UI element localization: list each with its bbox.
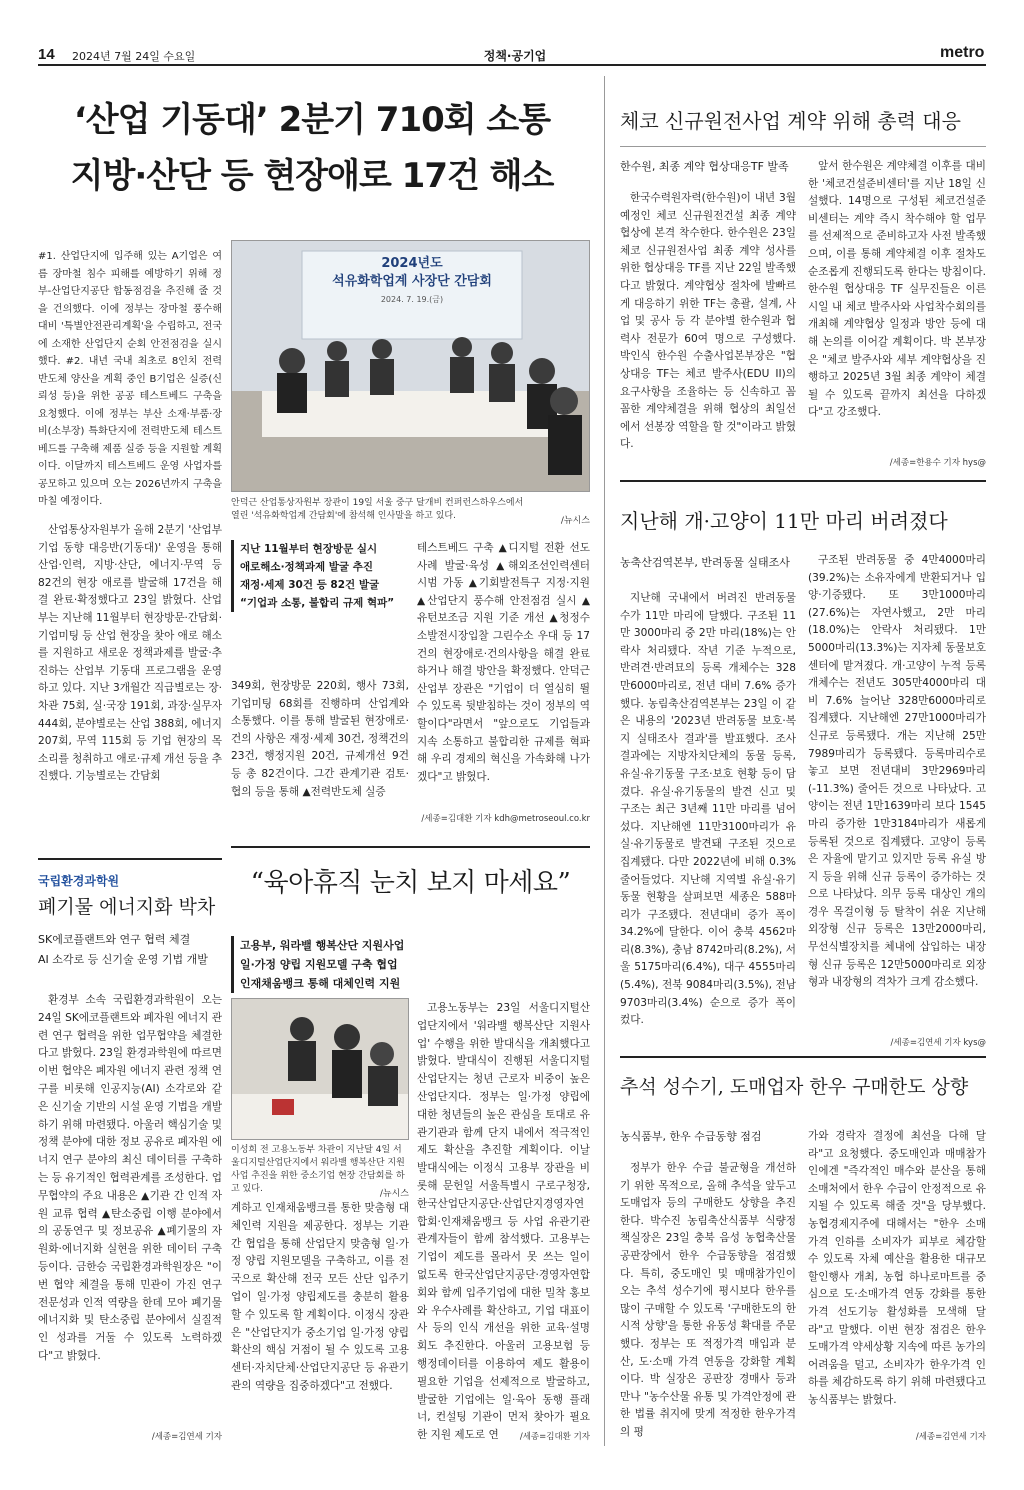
main-headline-line2: 지방·산단 등 현장애로 17건 해소 [70,156,554,196]
page-number: 14 [38,46,55,63]
main-byline: /세종=김대환 기자 kdh@metroseoul.co.kr [421,814,590,824]
waste-byline: /세종=김연세 기자 [151,1432,222,1442]
hanwoo-body-col2: 가와 경락자 결정에 최선을 다해 달라"고 요청했다. 중도매인과 매매참가인에겐 "즉각적인 매수와 분산을 통해 소매처에서 한우 수급이 안정적으로 유지될 수 있도록 해줄 것"을 당부했다. 농협경제지주에 대해서는 "한우 소매가격 인하를 소비자가 피부로 체감할 수 있도록 자체 예산을 활용한 대규모 할인행사 개최, 농협 하나로마트를 중심으로 도·소매가격 연동 강화를 통한 가격 선도기능 활성화를 모색해 달라"고 말했다. 이번 현장 점검은 한우 도매가격 약세상황 지속에 따른 농가의 어려움을 덜고, 소비자가 한우가격 인하를 체감하도록 하기 위해 마련됐다고 농식품부는 밝혔다. [808,1130,986,1406]
photo-caption: 안덕근 산업통상자원부 장관이 19일 서울 중구 달개비 컨퍼런스하우스에서 열린 '석유화학업계 간담회'에 참석해 인사말을 하고 있다. [231,498,524,521]
banner-date: 2024. 7. 19.(금) [380,295,444,304]
column-divider [604,76,605,1446]
pets-headline: 지난해 개·고양이 11만 마리 버려졌다 [620,509,948,533]
pets-subhead: 농축산검역본부, 반려동물 실태조사 [620,556,790,569]
parental-photo-credit: /뉴시스 [379,1189,409,1199]
banner-title: 석유화학업계 사장단 간담회 [332,274,492,289]
metro-logo: metro [940,44,985,61]
pets-rule [620,480,986,482]
parental-sub-1: 고용부, 워라밸 행복산단 지원사업 [240,939,405,952]
waste-body: 환경부 소속 국립환경과학원이 오는 24일 SK에코플랜트와 폐자원 에너지 관련 연구 협력을 위한 업무협약을 체결한다고 밝혔다. 23일 환경과학원에 따르면 이번 협약은 폐자원 에너지 관련 정책 연구를 비롯해 인공지능(AI) 소각로와 같은 신기술 기반의 시설 운영 기법을 개발하기 위해 마련됐다. 아울러 핵심기술 및 정책 분야에 대한 정보 공유로 폐자원 에너지 연구 분야의 최신 데이터를 구축하는 등 유기적인 협력관계를 조성한다. 업무협약의 주요 내용은 ▲기관 간 인적 자원 교류 협력 ▲탄소중립 이행 분야에서의 공동연구 및 정보공유 ▲폐기물의 자원화·에너지화 실현을 위한 데이터 구축 등이다. 금한승 국립환경과학원장은 "이번 협약 체결을 통해 민관이 가진 연구 전문성과 인적 역량을 한데 모아 폐기물 에너지화 및 탄소중립 분야에서 실질적인 성과를 거둘 수 있도록 노력하겠다"고 밝혔다. [38,994,222,1362]
header-rule [38,64,986,66]
main-headline-line1: ‘산업 기동대’ 2분기 710회 소통 [73,100,551,140]
nuclear-byline: /세종=한용수 기자 hys@ [889,458,986,468]
waste-deck [38,930,222,970]
parental-photo-caption: 이성희 전 고용노동부 차관이 지난달 4일 서울디지털산업단지에서 워라밸 행복산단 지원사업 추진을 위한 중소기업 현장 간담회를 하고 있다. [231,1145,405,1194]
hanwoo-rule [620,1056,986,1058]
parental-subheads [231,936,411,993]
hanwoo-byline: /세종=김연세 기자 [915,1432,986,1442]
waste-deck-2: AI 소각로 등 신기술 운영 기법 개발 [38,953,208,966]
waste-headline: 폐기물 에너지화 박차 [38,896,216,918]
main-body-col3: 테스트베드 구축 ▲디지털 전환 선도사례 발굴·육성 ▲해외조선인력센터 시범 가동 ▲기회발전특구 지정·지원 ▲산업단지 풍수해 안전점검 실시 ▲유턴보조금 지원 기준 개선 ▲청정수소발전시장입찰 그린수소 우대 등 17건의 현장애로·건의사항을 해결 완료하거나 해결 방안을 확정했다. 안덕근 산업부 장관은 "기업이 더 열심히 뛸 수 있도록 뒷받침하는 것이 정부의 역할이다"라면서 "앞으로도 기업들과 지속 소통하고 불합리한 규제를 혁파해 우리 경제의 혁신을 가속화해 나가겠다"고 밝혔다. [417,542,590,783]
parental-headline: “육아휴직 눈치 보지 마세요” [250,868,571,898]
subhead-4: “기업과 소통, 불합리 규제 혁파” [240,597,395,609]
main-subheads [231,540,411,612]
section-title: 정책·공기업 [483,49,547,63]
meeting-photo [231,240,590,492]
nuclear-body-col2: 앞서 한수원은 계약체결 이후를 대비한 '체코건설준비센터'를 지난 18일 신설했다. 14명으로 구성된 체코건설준비센터는 계약 즉시 착수해야 할 업무를 선제적으로 준비하고자 사전 발족했으며, 이를 통해 계약체결 이후 절차도 순조롭게 진행되도록 한다는 방침이다. 한수원 협상대응 TF 실무진들은 이른 시일 내 체코 발주사와 사업착수회의를 개최해 계약협상 일정과 방안 등에 대해 논의를 이어갈 계획이다. 박 본부장은 "체코 발주사와 세부 계약협상을 진행하고 2025년 3월 최종 계약이 체결될 수 있도록 끝까지 최선을 다하겠다"고 강조했다. [808,160,986,419]
parental-photo [231,998,409,1140]
parental-body-right: 고용노동부는 23일 서울디지털산업단지에서 '워라밸 행복산단 지원사업' 수행을 위한 발대식을 개최했다고 밝혔다. 발대식이 진행된 서울디지털산업단지는 청년 근로자 비중이 높은 산업단지다. 정부는 일·가정 양립에 대한 청년들의 높은 관심을 토대로 유관기관과 함께 단지 내에서 적극적인 제도 확산을 추진할 계획이다. 이날 발대식에는 이정식 고용부 장관을 비롯해 문헌일 서울특별시 구로구청장, 한국산업단지공단·산업단지경영자연합회·인재채움뱅크 등 사업 유관기관 관계자들이 함께 참석했다. 고용부는 기업이 제도를 몰라서 못 쓰는 일이 없도록 한국산업단지공단·경영자연합회와 함께 입주기업에 대한 밀착 홍보와 우수사례를 확산하고, 기업 대표이사 등의 인식 개선을 위한 교육·설명회도 추진한다. 아울러 고용보험 등 행정데이터를 이용하여 제도 활용이 필요한 기업을 선제적으로 발굴하고, 발굴한 기업에는 일·육아 동행 플래너, 컨설팅 기관이 먼저 찾아가 필요한 지원 제도로 연 [417,1002,590,1442]
parental-sub-2: 일·가정 양립 지원모델 구축 협업 [240,958,398,971]
parental-byline: /세종=김대환 기자 [519,1432,590,1442]
pets-body-col2: 구조된 반려동물 중 4만4000마리(39.2%)는 소유자에게 반환되거나 입양·기증됐다. 또 3만1000마리(27.6%)는 자연사했고, 2만 마리(18.0%)는 안락사 처리됐다. 1만5000마리(13.3%)는 지자체 동물보호센터에 맡겨졌다. 개·고양이 누적 등록 개체수는 전년도 305만4000마리 대비 7.6% 늘어난 328만6000마리로 집계됐다. 지난해엔 27만1000마리가 신규로 등록됐다. 개는 지난해 25만7989마리가 등록됐다. 등록마리수로 놓고 보면 전년대비 3만2969마리(-11.3%) 줄어든 것으로 나타났다. 고양이는 전년 1만1639마리 보다 1545마리 증가한 1만3184마리가 새롭게 등록된 것으로 집계됐다. 고양이 등록은 자율에 맡기고 있지만 등록 유실 방지 등을 위해 신규 등록이 증가하는 것으로 나타났다. 의무 등록 대상인 개의 경우 목걸이형 등 탈착이 쉬운 지난해 외장형 신규 등록은 13만2000마리, 무선식별장치를 체내에 삽입하는 내장형 신규 등록은 12만5000마리로 외장형과 내장형의 격차가 크게 감소했다. [808,554,986,989]
banner-year: 2024년도 [381,256,443,271]
pets-body-col1: 지난해 국내에서 버려진 반려동물 수가 11만 마리에 달했다. 구조된 11만 3000마리 중 2만 마리(18%)는 안락사 처리됐다. 작년 기준 누적으로, 반려견·반려묘의 등록 개체수는 328만6000마리로, 전년 대비 7.6% 증가했다. 농림축산검역본부는 23일 이 같은 내용의 '2023년 반려동물 보호·복지 실태조사 결과'를 발표했다. 조사 결과에는 지방자치단체의 동물 등록, 유실·유기동물 구조·보호 현황 등이 담겼다. 유실·유기동물의 발견 신고 및 구조는 최근 3년째 11만 마리를 넘어섰다. 지난해엔 11만3100마리가 유실·유기동물로 발견돼 구조된 것으로 집계됐다. 다만 2022년에 비해 0.3% 줄어들었다. 지난해 지역별 유실·유기동물 현황을 살펴보면 세종은 588마리가 구조됐다. 전년대비 증가 폭이 34.2%에 달한다. 이어 충북 4562마리(8.3%), 충남 8742마리(8.2%), 서울 5175마리(6.4%), 대구 4555마리(5.4%), 전북 9084마리(3.5%), 전남 9703마리(3.4%) 순으로 증가 폭이 컸다. [620,592,796,1027]
waste-kicker: 국립환경과학원 [38,874,120,888]
waste-deck-1: SK에코플랜트와 연구 협력 체결 [38,933,191,946]
pets-byline: /세종=김연세 기자 kys@ [890,1038,986,1048]
parental-body-bottom: 계하고 인재채움뱅크를 통한 맞춤형 대체인력 지원을 제공한다. 정부는 기관 간 협업을 통해 산업단지 맞춤형 일·가정 양립 지원모델을 구축하고, 이를 전국으로 확산해 전국 모든 산단 입주기업이 일·가정 양립제도를 충분히 활용할 수 있도록 할 계획이다. 이정식 장관은 "산업단지가 중소기업 일·가정 양립 확산의 핵심 거점이 될 수 있도록 고용센터·자치단체·산업단지공단 등 유관기관의 역량을 집중하겠다"고 전했다. [231,1202,409,1392]
main-body-col1: 산업통상자원부가 올해 2분기 '산업부 기업 동향 대응반(기동대)' 운영을 통해 산업·인력, 지방·산단, 에너지·무역 등 82건의 현장 애로를 발굴해 17건을 해결 완료·확정했다고 23일 밝혔다. 산업부는 지난해 11월부터 현장방문·간담회·기업미팅 등 산업 현장을 찾아 애로 해소를 지원하고 새로운 정책과제를 발굴·추진하는 산업부 기동대 프로그램을 운영하고 있다. 지난 3개월간 직급별로는 장·차관 75회, 실·국장 191회, 과장·실무자 444회, 분야별로는 산업 388회, 에너지 207회, 무역 115회 등 기업 현장의 목소리를 청취하고 애로·규제 개선 등을 추진했다. 기능별로는 간담회 [38,524,222,783]
main-headline [38,92,586,204]
main-body-col2: 349회, 현장방문 220회, 행사 73회, 기업미팅 68회를 진행하며 산업계와 소통했다. 이를 통해 발굴된 현장애로·건의 사항은 재정·세제 30건, 정책건의 23건, 행정지원 20건, 규제개선 9건 등 총 82건이다. 그간 관계기관 검토·협의 등을 통해 ▲전력반도체 실증 [231,680,409,798]
hanwoo-subhead: 농식품부, 한우 수급동향 점검 [620,1130,762,1143]
parental-rule [231,846,590,848]
parental-sub-3: 인재채움뱅크 통해 대체인력 지원 [240,977,401,990]
lead-box: #1. 산업단지에 입주해 있는 A기업은 여름 장마철 침수 피해를 예방하기 위해 정부-산업단지공단 합동점검을 추진해 줄 것을 건의했다. 이에 정부는 장마철 풍수해 대비 '특별안전관리계획'을 수립하고, 전국에 소재한 산업단지 순회 안전점검을 실시했다. #2. 내년 국내 최초로 8인치 전력 반도체 양산을 계획 중인 B기업은 실증(신뢰성 등)을 위한 공공 테스트베드 구축을 요청했다. 이에 정부는 부산 소재·부품·장비(소부장) 특화단지에 전력반도체 테스트베드를 구축해 제품 실증 등을 지원할 계획이다. 이달까지 테스트베드 운영 사업자를 공모하고 있으며 오는 2026년까지 구축을 마칠 예정이다. [38,251,222,507]
waste-rule [38,858,222,860]
nuclear-subhead: 한수원, 최종 계약 협상대응TF 발족 [620,160,789,173]
issue-date: 2024년 7월 24일 수요일 [72,50,196,63]
parental-photo-illustration [232,999,409,1140]
nuclear-headline: 체코 신규원전사업 계약 위해 총력 대응 [620,109,961,133]
nuclear-rule [620,146,986,147]
hanwoo-headline: 추석 성수기, 도매업자 한우 구매한도 상향 [620,1076,969,1098]
subhead-1: 지난 11월부터 현장방문 실시 [240,543,378,555]
photo-credit: /뉴시스 [560,516,590,526]
subhead-2: 애로해소·정책과제 발굴 추진 [240,561,374,573]
nuclear-body-col1: 한국수력원자력(한수원)이 내년 3월 예정인 체코 신규원전건설 최종 계약 협상에 본격 착수한다. 한수원은 23일 체코 신규원전사업 최종 계약 성사를 위한 협상대응 TF를 지난 22일 발족했다고 밝혔다. 계약협상 절차에 발빠르게 대응하기 위한 TF는 총괄, 설계, 사업 및 공사 등 각 분야별 한수원과 협력사 전문가 60여 명으로 구성했다. 박인식 한수원 수출사업본부장은 "협상대응 TF는 체코 발주사(EDU II)의 요구사항을 조율하는 등 신속하고 꼼꼼한 계약체결을 위해 협상의 최일선에서 선봉장 역할을 할 것"이라고 밝혔다. [620,192,796,451]
subhead-3: 재정·세제 30건 등 82건 발굴 [240,579,380,591]
hanwoo-body-col1: 정부가 한우 수급 불균형을 개선하기 위한 목적으로, 올해 추석을 앞두고 도매업자 등의 구매한도 상향을 추진한다. 박수진 농림축산식품부 식량정책실장은 23일 충북 음성 농협축산물공판장에서 한우 수급동향을 점검했다. 특히, 중도매인 및 매매참가인이 오는 추석 성수기에 평시보다 한우를 많이 구매할 수 있도록 '구매한도의 한시적 상향'을 통한 유동성 확대를 주문했다. 정부는 또 적정가격 매입과 분산, 도·소매 가격 연동을 강화할 계획이다. 박 실장은 공판장 경매사 등과 만나 "농수산물 유통 및 가격안정에 관한 법률 취지에 맞게 적정한 한우가격의 평 [620,1162,796,1438]
